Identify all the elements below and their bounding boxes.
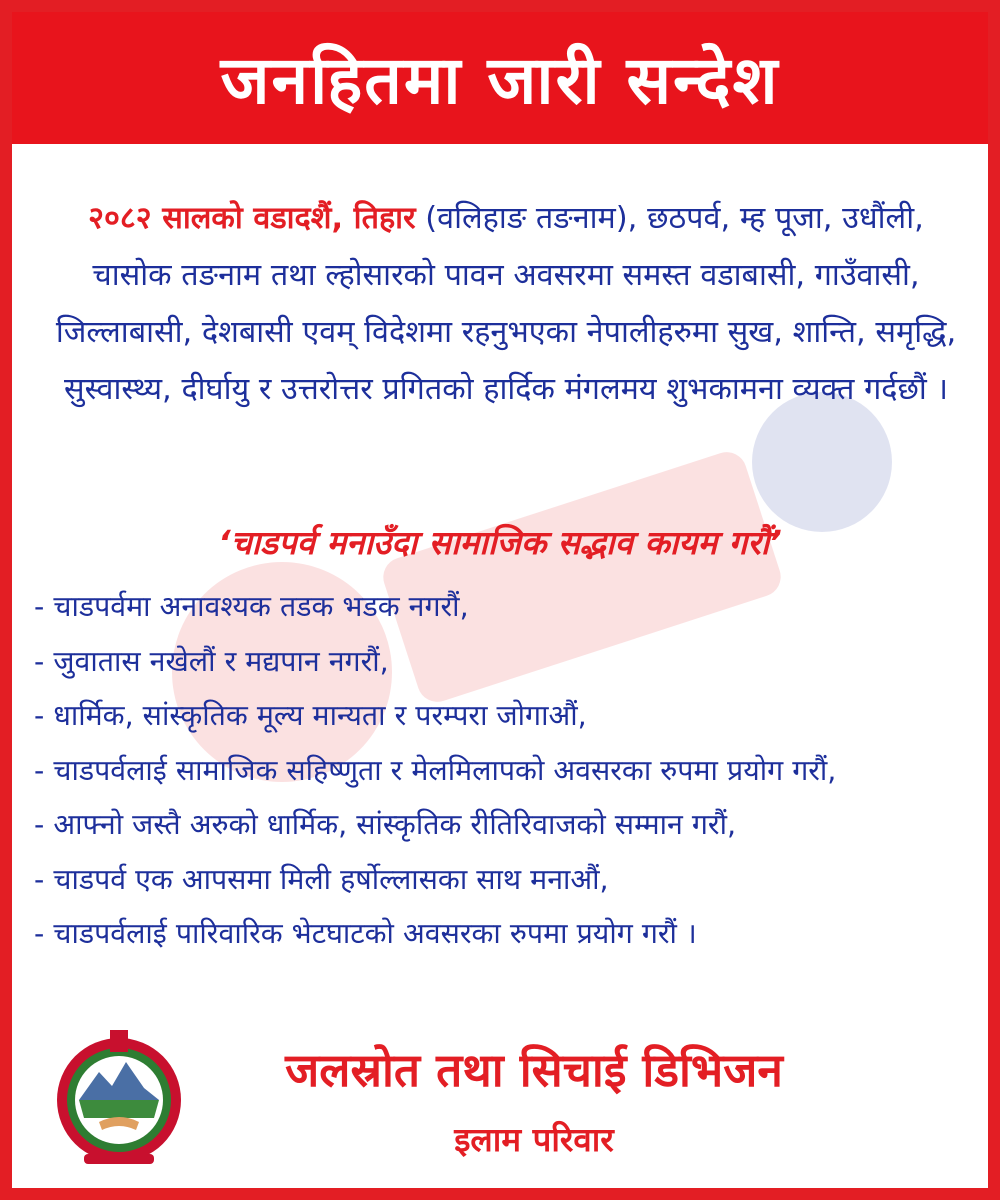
greeting-body: (वलिहाङ तङनाम), छठपर्व, म्ह पूजा, उधौंली, चासोक तङनाम तथा ल्होसारको पावन अवसरमा समस्त वडाबासी, गाउँवासी, जिल्लाबासी, देशबासी एवम् विदेशमा रहनुभएका नेपालीहरुमा सुख, शान्ति, समृद्धि, सुस्वास्थ्य, दीर्घायु र उत्तरोत्तर प्रगितको हार्दिक मंगलमय शुभकामना व्यक्त गर्दछौं । <box>55 201 957 407</box>
nepal-government-emblem-icon <box>44 1022 194 1172</box>
festival-slogan: ‘चाडपर्व मनाउँदा सामाजिक सद्भाव कायम गरौं’ <box>218 523 782 562</box>
advice-item: - चाडपर्वलाई सामाजिक सहिष्णुता र मेलमिलापको अवसरका रुपमा प्रयोग गरौं, <box>34 753 837 787</box>
advice-list <box>34 580 984 962</box>
office-name: जलस्रोत तथा सिचाई डिभिजन <box>285 1043 783 1097</box>
advice-item: - चाडपर्व एक आपसमा मिली हर्षोल्लासका साथ मनाऔं, <box>34 862 609 896</box>
advice-item: - आफ्नो जस्तै अरुको धार्मिक, सांस्कृतिक रीतिरिवाजको सम्मान गरौं, <box>34 808 737 841</box>
advice-item: - धार्मिक, सांस्कृतिक मूल्य मान्यता र परम्परा जोगाऔं, <box>34 699 587 732</box>
greeting-paragraph <box>46 190 966 418</box>
office-family: इलाम परिवार <box>454 1120 614 1159</box>
advice-item: - जुवातास नखेलौं र मद्यपान नगरौं, <box>34 644 389 678</box>
advice-item: - चाडपर्वमा अनावश्यक तडक भडक नगरौं, <box>34 590 469 623</box>
greeting-highlight: २०८२ सालको वडादशैं, तिहार <box>88 201 416 236</box>
notice-title: जनहितमा जारी सन्देश <box>220 42 780 119</box>
advice-item: - चाडपर्वलाई पारिवारिक भेटघाटको अवसरका रुपमा प्रयोग गरौं । <box>34 917 697 950</box>
header-banner <box>12 12 988 144</box>
